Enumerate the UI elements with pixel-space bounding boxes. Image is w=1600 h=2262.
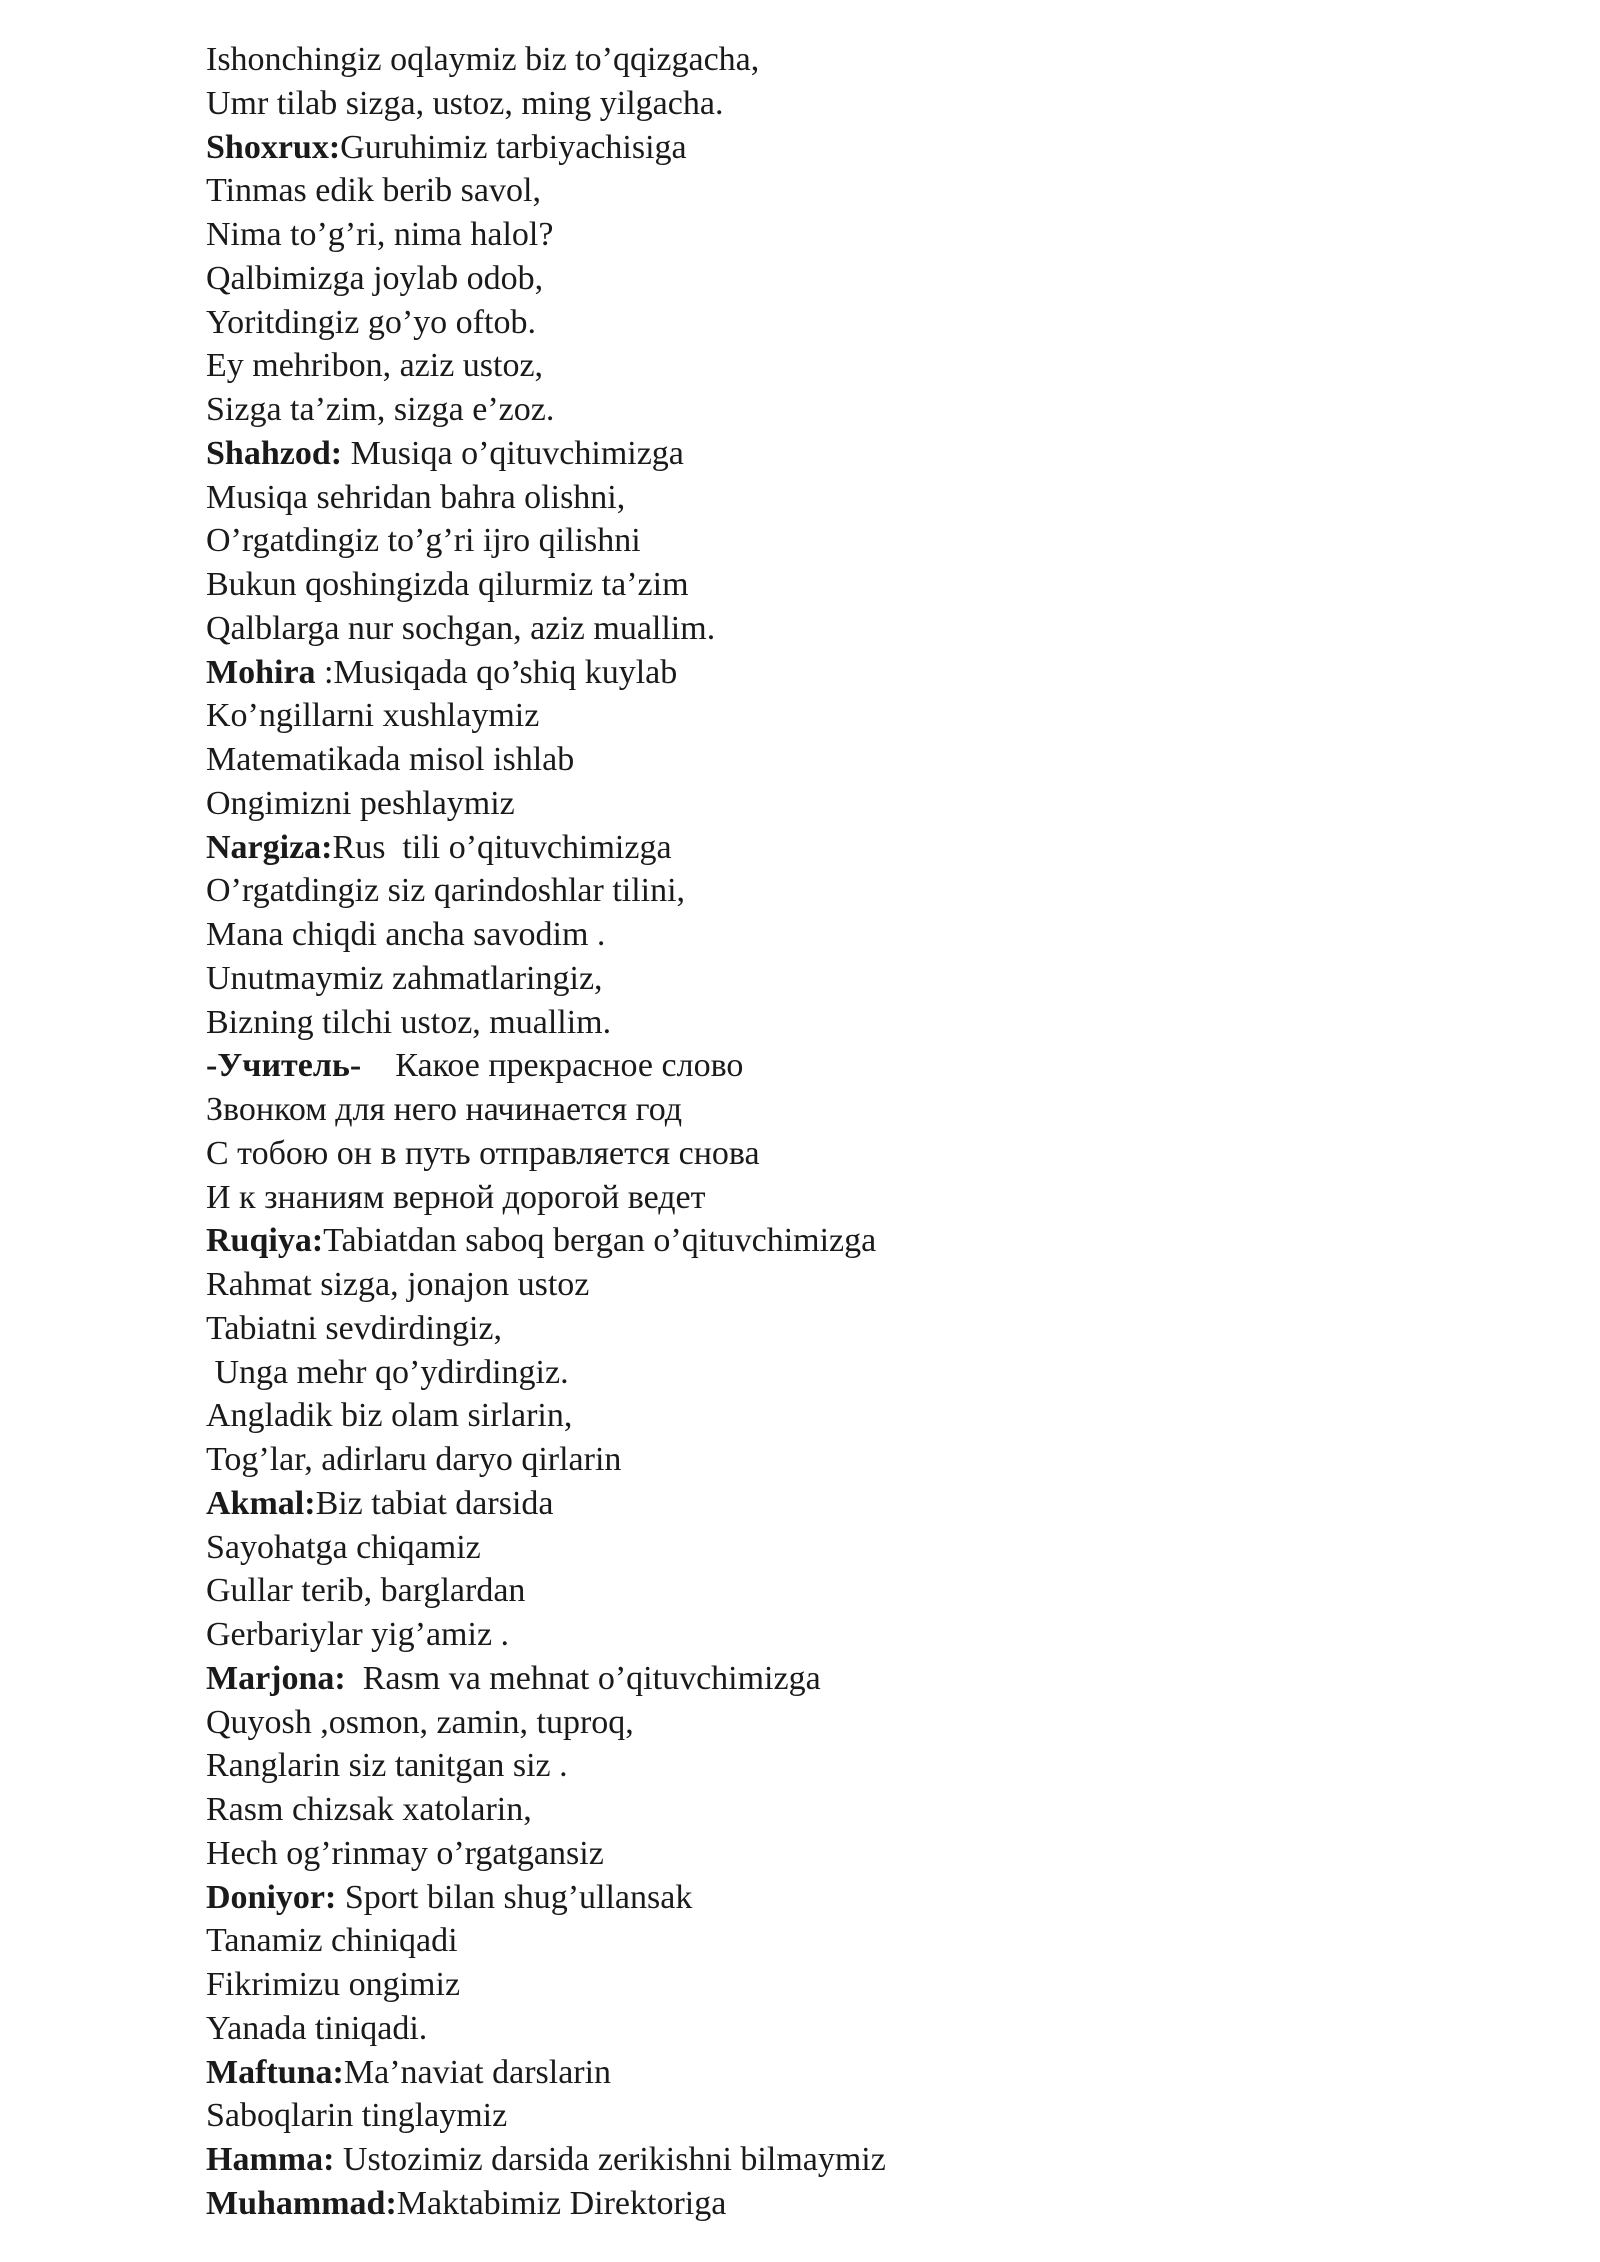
line-text: Tinmas edik berib savol,: [206, 172, 541, 210]
speaker-line: [206, 2138, 1506, 2182]
speaker-line: [206, 2182, 1506, 2226]
poem-line: [206, 957, 1506, 1001]
line-text: И к знаниям верной дорогой ведет: [206, 1178, 706, 1216]
line-text: Sport bilan shug’ullansak: [336, 1878, 693, 1916]
poem-line: [206, 1526, 1506, 1570]
line-text: Fikrimizu ongimiz: [206, 1966, 461, 2003]
poem-line: [206, 869, 1506, 913]
line-text: Gullar terib, barglardan: [206, 1572, 526, 1610]
poem-text: [206, 38, 1506, 2226]
poem-line: [206, 2094, 1506, 2138]
poem-line: [206, 519, 1506, 563]
speaker-name: Maftuna:: [206, 2053, 344, 2091]
line-text: Tanamiz chiniqadi: [206, 1922, 458, 1960]
poem-line: [206, 563, 1506, 607]
poem-line: [206, 1307, 1506, 1351]
line-text: Matematikada misol ishlab: [206, 741, 575, 778]
speaker-line: [206, 2051, 1506, 2095]
speaker-line: [206, 1657, 1506, 1701]
line-text: Какое прекрасное слово: [361, 1047, 744, 1085]
speaker-line: [206, 1219, 1506, 1263]
line-text: Gerbariylar yig’amiz .: [206, 1616, 510, 1653]
speaker-name: Shahzod:: [206, 434, 343, 472]
speaker-line: [206, 126, 1506, 170]
poem-line: [206, 913, 1506, 957]
poem-line: [206, 1001, 1506, 1045]
line-text: Unutmaymiz zahmatlaringiz,: [206, 959, 603, 997]
poem-line: [206, 169, 1506, 213]
poem-line: [206, 1744, 1506, 1788]
poem-line: [206, 738, 1506, 782]
poem-line: [206, 388, 1506, 432]
line-text: Sayohatga chiqamiz: [206, 1528, 481, 1566]
speaker-line: [206, 826, 1506, 870]
line-text: Mana chiqdi ancha savodim .: [206, 916, 606, 953]
poem-line: [206, 1088, 1506, 1132]
poem-line: [206, 1701, 1506, 1745]
poem-line: [206, 344, 1506, 388]
line-text: Umr tilab sizga, ustoz, ming yilgacha.: [206, 84, 724, 122]
poem-line: [206, 1919, 1506, 1963]
line-text: Qalbimizga joylab odob,: [206, 259, 544, 297]
line-text: Saboqlarin tinglaymiz: [206, 2097, 508, 2135]
poem-line: [206, 301, 1506, 345]
line-text: Ranglarin siz tanitgan siz .: [206, 1747, 568, 1785]
line-text: Tabiatni sevdirdingiz,: [206, 1309, 502, 1347]
poem-line: [206, 257, 1506, 301]
line-text: Hech og’rinmay o’rgatgansiz: [206, 1834, 604, 1872]
poem-line: [206, 2007, 1506, 2051]
line-text: Musiqa o’qituvchimizga: [342, 434, 684, 472]
speaker-line: [206, 1044, 1506, 1088]
poem-line: [206, 782, 1506, 826]
poem-line: [206, 476, 1506, 520]
speaker-name: Mohira: [206, 653, 316, 691]
speaker-line: [206, 432, 1506, 476]
line-text: Angladik biz olam sirlarin,: [206, 1397, 573, 1435]
poem-line: [206, 1438, 1506, 1482]
line-text: Tog’lar, adirlaru daryo qirlarin: [206, 1441, 622, 1478]
poem-line: [206, 1788, 1506, 1832]
speaker-name: Nargiza:: [206, 828, 333, 866]
speaker-name: Marjona:: [206, 1659, 346, 1697]
poem-line: [206, 1832, 1506, 1876]
line-text: Ko’ngillarni xushlaymiz: [206, 697, 540, 735]
speaker-line: [206, 1876, 1506, 1920]
line-text: Rasm chizsak xatolarin,: [206, 1791, 532, 1828]
line-text: Звонком для него начинается год: [206, 1091, 683, 1128]
line-text: Unga mehr qo’ydirdingiz.: [206, 1353, 569, 1391]
speaker-name: Muhammad:: [206, 2184, 397, 2222]
line-text: Guruhimiz tarbiyachisiga: [340, 128, 687, 166]
speaker-name: Hamma:: [206, 2141, 335, 2178]
speaker-name: Ruqiya:: [206, 1222, 324, 1260]
line-text: O’rgatdingiz siz qarindoshlar tilini,: [206, 872, 686, 910]
line-text: Tabiatdan saboq bergan o’qituvchimizga: [323, 1222, 877, 1260]
line-text: Musiqa sehridan bahra olishni,: [206, 478, 626, 516]
line-text: Yanada tiniqadi.: [206, 2009, 428, 2047]
line-text: Ongimizni peshlaymiz: [206, 784, 515, 822]
line-text: Ma’naviat darslarin: [343, 2053, 612, 2091]
poem-line: [206, 213, 1506, 257]
line-text: Rus tili o’qituvchimizga: [332, 828, 672, 866]
line-text: Sizga ta’zim, sizga e’zoz.: [206, 391, 555, 428]
poem-line: [206, 1963, 1506, 2007]
line-text: Ustozimiz darsida zerikishni bilmaymiz: [334, 2141, 886, 2178]
line-text: O’rgatdingiz to’g’ri ijro qilishni: [206, 522, 641, 560]
poem-line: [206, 1132, 1506, 1176]
speaker-line: [206, 651, 1506, 695]
poem-line: [206, 607, 1506, 651]
line-text: Bizning tilchi ustoz, muallim.: [206, 1003, 612, 1041]
speaker-name: Shoxrux:: [206, 128, 341, 166]
line-text: Ey mehribon, aziz ustoz,: [206, 347, 544, 385]
poem-line: [206, 1263, 1506, 1307]
poem-line: [206, 1351, 1506, 1395]
line-text: С тобою он в путь отправляется снова: [206, 1134, 760, 1172]
speaker-name: Akmal:: [206, 1484, 316, 1522]
speaker-name: -Учитель-: [206, 1047, 362, 1085]
line-text: Bukun qoshingizda qilurmiz ta’zim: [206, 566, 689, 603]
poem-line: [206, 1394, 1506, 1438]
poem-line: [206, 82, 1506, 126]
speaker-name: Doniyor:: [206, 1878, 337, 1916]
line-text: Maktabimiz Direktoriga: [396, 2184, 727, 2222]
line-text: Biz tabiat darsida: [315, 1484, 554, 1522]
poem-line: [206, 1569, 1506, 1613]
line-text: Rasm va mehnat o’qituvchimizga: [345, 1659, 821, 1697]
line-text: Yoritdingiz go’yo oftob.: [206, 303, 536, 341]
speaker-line: [206, 1482, 1506, 1526]
line-text: Qalblarga nur sochgan, aziz muallim.: [206, 609, 716, 647]
line-text: Nima to’g’ri, nima halol?: [206, 216, 554, 253]
poem-line: [206, 38, 1506, 82]
line-text: :Musiqada qo’shiq kuylab: [315, 653, 678, 691]
line-text: Ishonchingiz oqlaymiz biz to’qqizgacha,: [206, 41, 760, 78]
poem-line: [206, 1613, 1506, 1657]
poem-line: [206, 694, 1506, 738]
poem-line: [206, 1176, 1506, 1220]
line-text: Quyosh ,osmon, zamin, tuproq,: [206, 1703, 634, 1741]
line-text: Rahmat sizga, jonajon ustoz: [206, 1266, 590, 1303]
